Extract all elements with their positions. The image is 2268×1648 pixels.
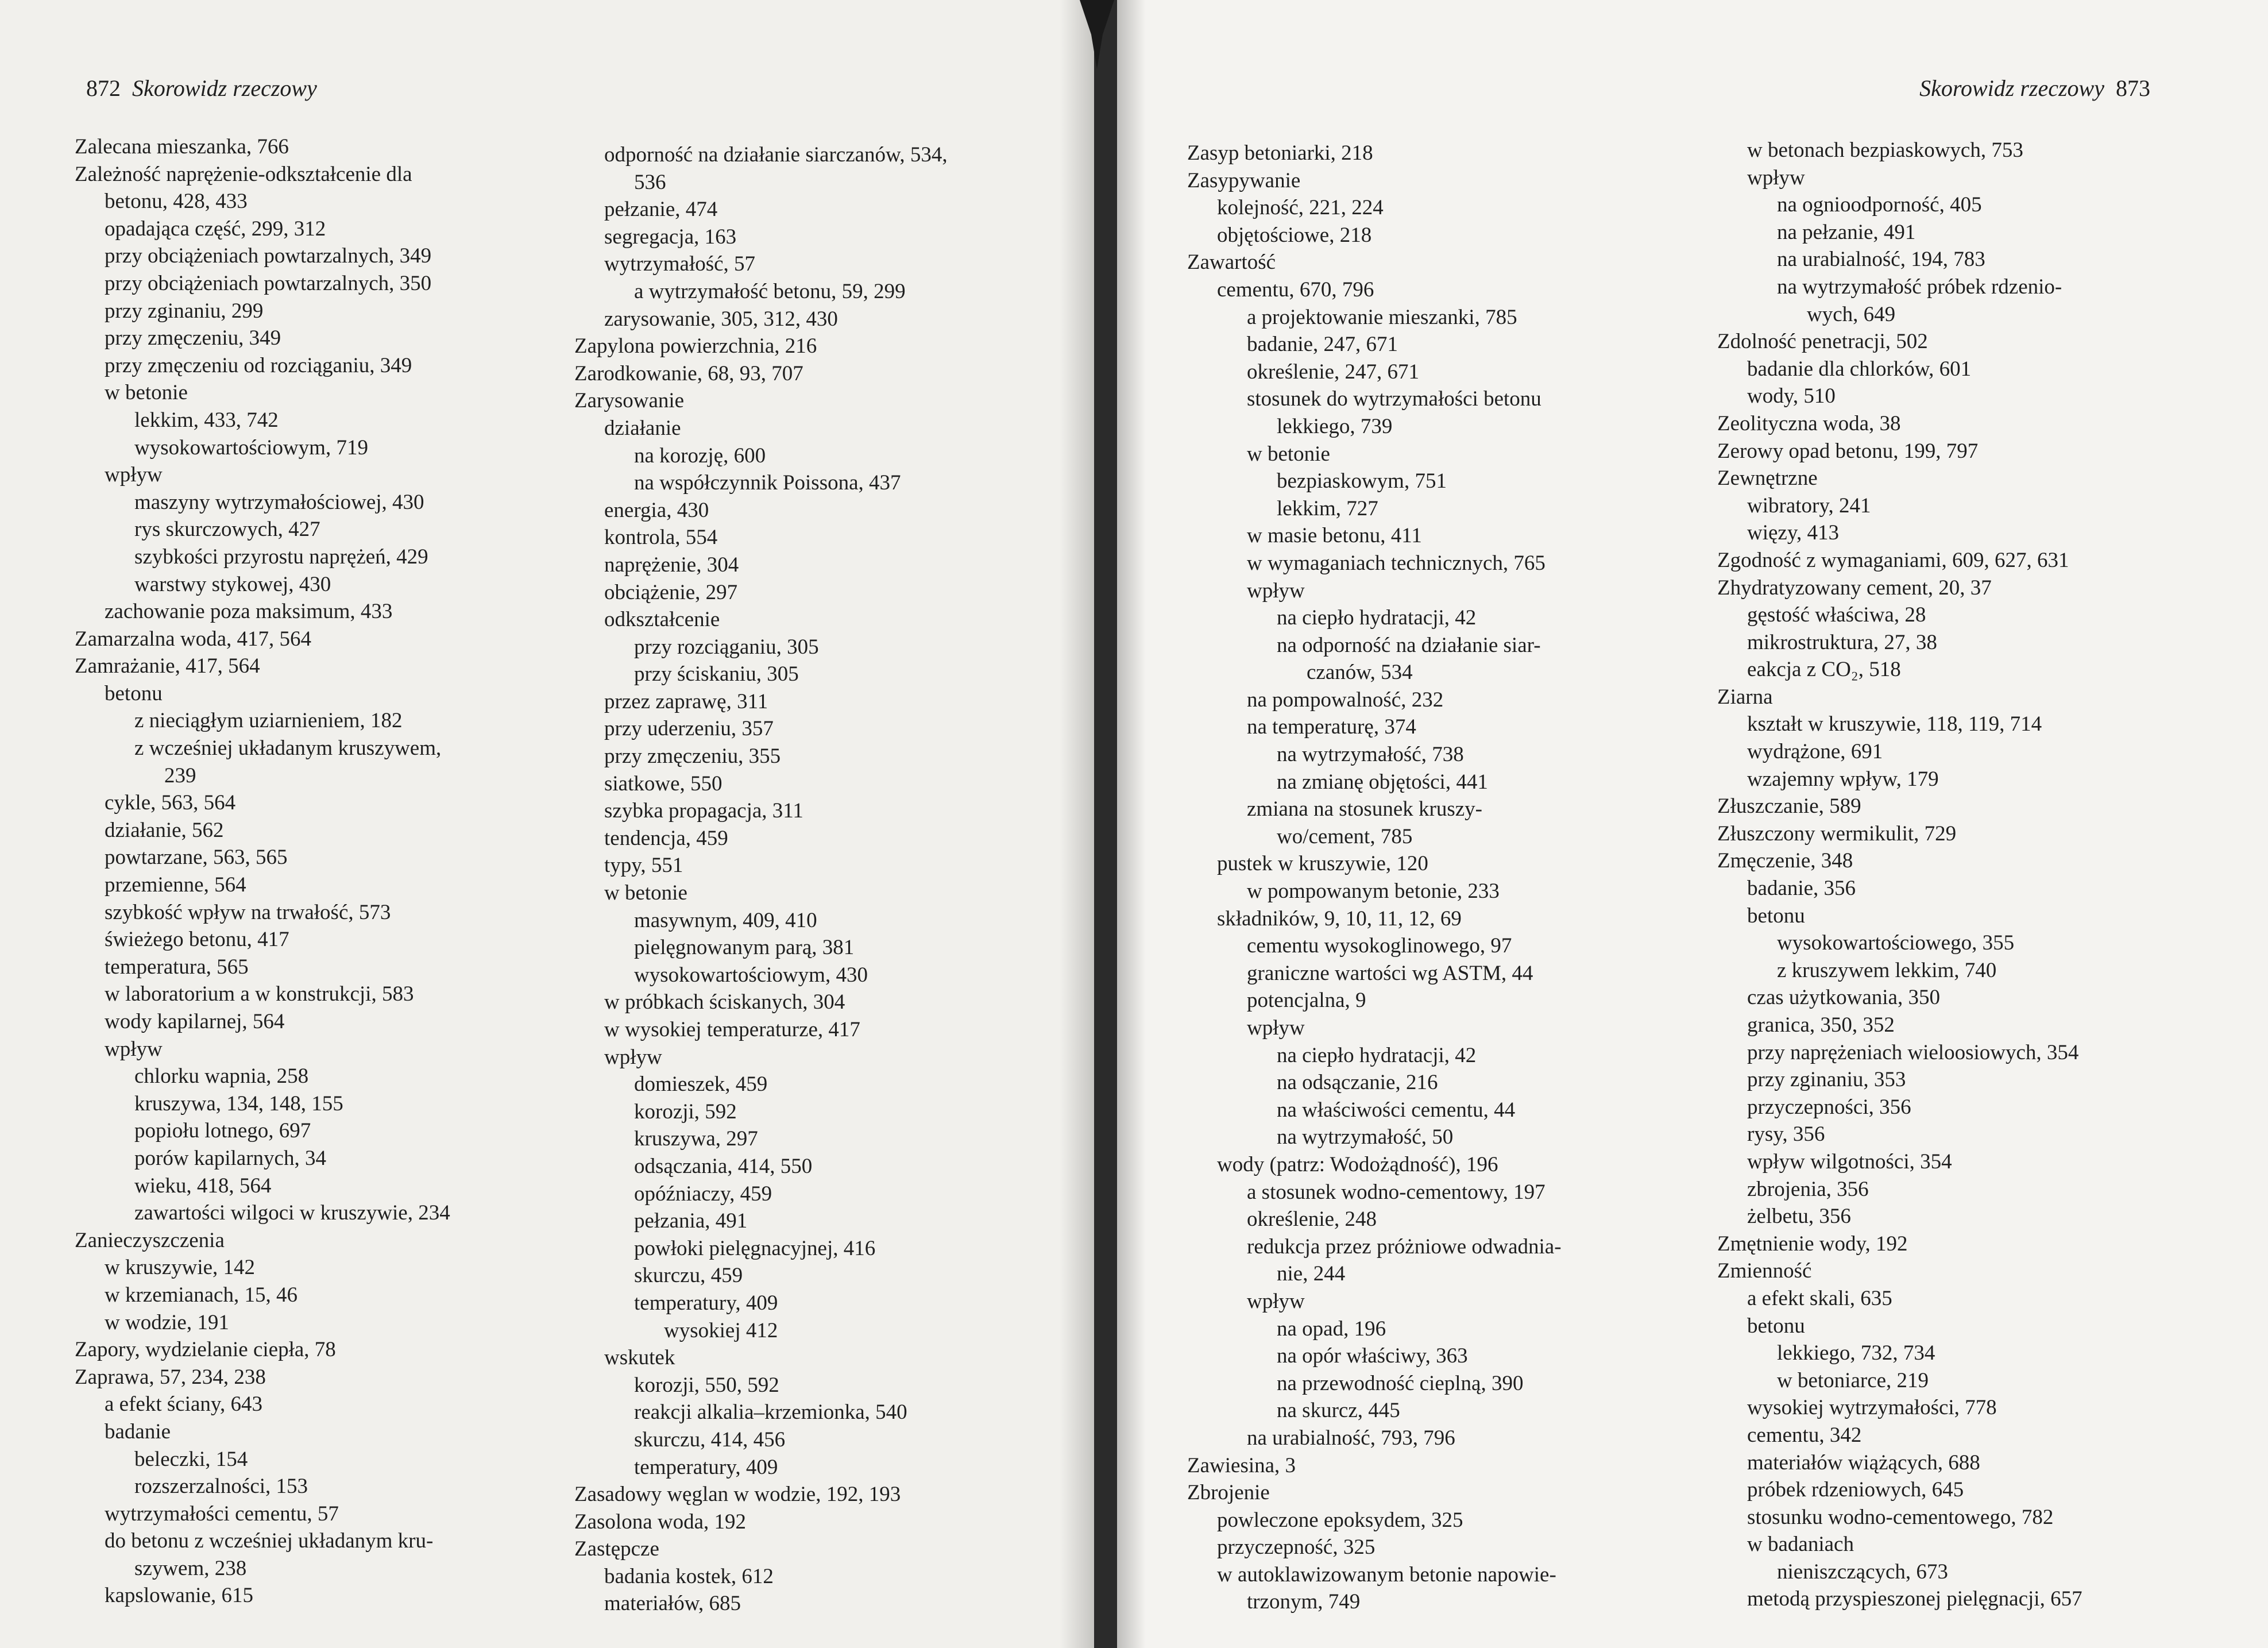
index-entry: wpływ xyxy=(1747,165,1805,190)
index-entry: Złuszczanie, 589 xyxy=(1717,794,1861,819)
index-entry: w pompowanym betonie, 233 xyxy=(1247,879,1500,904)
book-spine-edge xyxy=(1045,0,1149,69)
index-entry: zachowanie poza maksimum, 433 xyxy=(105,600,393,624)
index-entry: mikrostruktura, 27, 38 xyxy=(1747,630,1937,654)
index-column-left-1 xyxy=(75,133,477,1610)
index-entry: pustek w kruszywie, 120 xyxy=(1217,852,1428,876)
index-entry: typy, 551 xyxy=(604,854,683,878)
index-entry: Zastępcze xyxy=(574,1537,659,1561)
index-entry: Zaprawa, 57, 234, 238 xyxy=(75,1365,266,1389)
index-entry: wzajemny wpływ, 179 xyxy=(1747,767,1939,791)
index-entry: Zanieczyszczenia xyxy=(75,1228,225,1252)
index-entry: z nieciągłym uziarnieniem, 182 xyxy=(134,709,403,733)
index-entry: przyczepności, 356 xyxy=(1747,1095,1911,1119)
index-entry: wody (patrz: Wodożądność), 196 xyxy=(1217,1152,1498,1176)
index-entry: przy ściskaniu, 305 xyxy=(634,662,799,686)
index-entry: 536 xyxy=(634,170,666,194)
running-title-right: Skorowidz rzeczowy xyxy=(1919,75,2104,101)
index-entry: wysokiej 412 xyxy=(664,1318,778,1342)
page-number-left: 872 xyxy=(86,75,121,101)
index-entry: przy rozciąganiu, 305 xyxy=(634,635,819,659)
index-entry: eakcja z CO₂, 518 xyxy=(1747,658,1901,682)
index-entry: Zapory, wydzielanie ciepła, 78 xyxy=(75,1338,336,1362)
index-entry: w betonach bezpiaskowych, 753 xyxy=(1747,138,2023,162)
index-entry: energia, 430 xyxy=(604,498,709,522)
index-entry: wysokowartościowym, 719 xyxy=(134,435,368,460)
index-entry: stosunku wodno-cementowego, 782 xyxy=(1747,1505,2054,1529)
index-entry: w krzemianach, 15, 46 xyxy=(105,1283,297,1307)
index-entry: badanie dla chlorków, 601 xyxy=(1747,357,1972,381)
index-entry: na opór właściwy, 363 xyxy=(1277,1344,1468,1368)
index-entry: badanie, 247, 671 xyxy=(1247,333,1398,357)
index-entry: w masie betonu, 411 xyxy=(1247,524,1422,548)
index-column-right-2 xyxy=(1717,137,2171,1613)
index-entry: Zeolityczna woda, 38 xyxy=(1717,411,1901,435)
index-entry: cykle, 563, 564 xyxy=(105,791,236,815)
index-entry: przy obciążeniach powtarzalnych, 349 xyxy=(105,244,432,268)
index-entry: temperatury, 409 xyxy=(634,1455,778,1479)
index-entry: na urabialność, 194, 783 xyxy=(1777,248,1985,272)
index-entry: a wytrzymałość betonu, 59, 299 xyxy=(634,279,906,303)
index-entry: zarysowanie, 305, 312, 430 xyxy=(604,307,838,331)
index-entry: materiałów wiążących, 688 xyxy=(1747,1450,1980,1475)
index-entry: wysokowartościowym, 430 xyxy=(634,963,868,987)
index-entry: na współczynnik Poissona, 437 xyxy=(634,471,901,495)
index-entry: zmiana na stosunek kruszy- xyxy=(1247,797,1482,821)
index-entry: pielęgnowanym parą, 381 xyxy=(634,936,855,960)
index-entry: porów kapilarnych, 34 xyxy=(134,1146,326,1170)
index-entry: w betonie xyxy=(604,881,687,905)
index-entry: powtarzane, 563, 565 xyxy=(105,846,288,870)
index-entry: rozszerzalności, 153 xyxy=(134,1475,308,1499)
index-entry: 239 xyxy=(164,763,196,788)
index-entry: pełzanie, 474 xyxy=(604,198,718,222)
index-entry: na wytrzymałość, 738 xyxy=(1277,743,1464,767)
index-entry: w wysokiej temperaturze, 417 xyxy=(604,1018,860,1041)
index-entry: nieniszczących, 673 xyxy=(1777,1560,1948,1584)
index-entry: wo/cement, 785 xyxy=(1277,824,1413,848)
index-entry: bezpiaskowym, 751 xyxy=(1277,469,1447,493)
index-entry: beleczki, 154 xyxy=(134,1447,248,1471)
index-entry: lekkim, 727 xyxy=(1277,496,1378,520)
index-entry: rys skurczowych, 427 xyxy=(134,518,320,542)
index-entry: na wytrzymałość próbek rdzenio- xyxy=(1777,275,2062,299)
index-entry: Zasadowy węglan w wodzie, 192, 193 xyxy=(574,1483,901,1507)
index-entry: wody kapilarnej, 564 xyxy=(105,1010,285,1033)
index-entry: przy zmęczeniu, 349 xyxy=(105,326,281,350)
index-entry: skurczu, 414, 456 xyxy=(634,1427,786,1452)
index-entry: na odsączanie, 216 xyxy=(1277,1071,1438,1095)
index-entry: badania kostek, 612 xyxy=(604,1564,774,1588)
index-entry: Ziarna xyxy=(1717,685,1773,709)
index-entry: Zbrojenie xyxy=(1187,1481,1270,1505)
index-entry: temperatury, 409 xyxy=(634,1291,778,1315)
index-entry: na ciepło hydratacji, 42 xyxy=(1277,606,1477,630)
index-column-right-1 xyxy=(1187,140,1658,1616)
index-entry: wysokowartościowego, 355 xyxy=(1777,931,2015,955)
index-entry: na opad, 196 xyxy=(1277,1317,1386,1341)
index-entry: Zapylona powierzchnia, 216 xyxy=(574,334,817,358)
index-entry: kruszywa, 297 xyxy=(634,1127,758,1151)
index-entry: betonu xyxy=(105,681,163,705)
index-entry: obciążenie, 297 xyxy=(604,580,738,604)
index-entry: określenie, 248 xyxy=(1247,1207,1377,1232)
index-entry: trzonym, 749 xyxy=(1247,1590,1361,1614)
index-entry: składników, 9, 10, 11, 12, 69 xyxy=(1217,906,1462,931)
index-entry: korozji, 550, 592 xyxy=(634,1373,779,1397)
index-entry: na zmianę objętości, 441 xyxy=(1277,770,1488,794)
index-entry: Zależność naprężenie-odkształcenie dla xyxy=(75,162,412,186)
index-entry: nie, 244 xyxy=(1277,1262,1346,1286)
index-entry: przy naprężeniach wieloosiowych, 354 xyxy=(1747,1040,2079,1064)
index-entry: na pompowalność, 232 xyxy=(1247,688,1444,712)
index-entry: wpływ xyxy=(1247,578,1305,603)
index-entry: działanie, 562 xyxy=(105,818,224,842)
left-page xyxy=(0,0,1094,1648)
index-entry: czanów, 534 xyxy=(1307,661,1413,685)
index-entry: graniczne wartości wg ASTM, 44 xyxy=(1247,961,1533,985)
index-entry: warstwy stykowej, 430 xyxy=(134,572,331,596)
index-entry: szybkości przyrostu naprężeń, 429 xyxy=(134,545,428,569)
index-entry: tendencja, 459 xyxy=(604,826,728,850)
index-entry: wody, 510 xyxy=(1747,384,1836,408)
index-entry: odkształcenie xyxy=(604,608,720,632)
index-entry: lekkim, 433, 742 xyxy=(134,408,279,432)
index-entry: wpływ xyxy=(1247,1016,1305,1040)
index-entry: skurczu, 459 xyxy=(634,1264,743,1288)
index-entry: zbrojenia, 356 xyxy=(1747,1177,1869,1201)
index-entry: kontrola, 554 xyxy=(604,526,718,550)
index-entry: opóźniaczy, 459 xyxy=(634,1182,772,1206)
index-entry: wpływ wilgotności, 354 xyxy=(1747,1149,1952,1174)
index-entry: działanie xyxy=(604,416,681,440)
index-entry: betonu xyxy=(1747,1314,1805,1338)
index-entry: chlorku wapnia, 258 xyxy=(134,1064,309,1089)
index-entry: temperatura, 565 xyxy=(105,955,249,979)
index-entry: przy zginaniu, 353 xyxy=(1747,1068,1906,1092)
index-entry: świeżego betonu, 417 xyxy=(105,928,289,952)
index-entry: wibratory, 241 xyxy=(1747,493,1871,518)
index-entry: powleczone epoksydem, 325 xyxy=(1217,1508,1463,1532)
index-entry: Zasyp betoniarki, 218 xyxy=(1187,141,1373,165)
index-entry: na temperaturę, 374 xyxy=(1247,715,1416,739)
index-entry: Zmęczenie, 348 xyxy=(1717,849,1853,873)
index-entry: rysy, 356 xyxy=(1747,1122,1825,1147)
index-entry: a efekt ściany, 643 xyxy=(105,1392,262,1417)
index-entry: gęstość właściwa, 28 xyxy=(1747,603,1926,627)
index-entry: w wodzie, 191 xyxy=(105,1310,229,1334)
running-head-left xyxy=(86,75,317,102)
index-entry: opadająca część, 299, 312 xyxy=(105,217,326,241)
index-entry: cementu, 670, 796 xyxy=(1217,277,1374,302)
index-entry: Zawartość xyxy=(1187,250,1276,275)
index-entry: zawartości wilgoci w kruszywie, 234 xyxy=(134,1201,450,1225)
index-entry: granica, 350, 352 xyxy=(1747,1013,1895,1037)
index-entry: siatkowe, 550 xyxy=(604,771,722,796)
index-entry: wpływ xyxy=(604,1045,662,1069)
index-entry: a stosunek wodno-cementowy, 197 xyxy=(1247,1180,1546,1204)
index-entry: Zdolność penetracji, 502 xyxy=(1717,330,1928,354)
index-entry: przy obciążeniach powtarzalnych, 350 xyxy=(105,271,432,295)
index-entry: przy zginaniu, 299 xyxy=(105,299,264,323)
index-entry: kruszywa, 134, 148, 155 xyxy=(134,1091,343,1116)
index-entry: w badaniach xyxy=(1747,1533,1854,1557)
index-entry: w autoklawizowanym betonie napowie- xyxy=(1217,1562,1556,1587)
index-entry: na przewodność cieplną, 390 xyxy=(1277,1371,1524,1395)
index-entry: Zamrażanie, 417, 564 xyxy=(75,654,260,678)
index-entry: Zarodkowanie, 68, 93, 707 xyxy=(574,361,803,385)
index-entry: Zhydratyzowany cement, 20, 37 xyxy=(1717,576,1992,600)
index-entry: wpływ xyxy=(1247,1289,1305,1313)
index-entry: popiołu lotnego, 697 xyxy=(134,1119,311,1143)
index-entry: Zamarzalna woda, 417, 564 xyxy=(75,627,311,651)
index-entry: wydrążone, 691 xyxy=(1747,740,1883,764)
index-entry: wysokiej wytrzymałości, 778 xyxy=(1747,1396,1997,1420)
index-entry: w wymaganiach technicznych, 765 xyxy=(1247,551,1546,575)
index-entry: metodą przyspieszonej pielęgnacji, 657 xyxy=(1747,1587,2082,1611)
index-entry: cementu wysokoglinowego, 97 xyxy=(1247,934,1512,958)
index-entry: czas użytkowania, 350 xyxy=(1747,986,1940,1010)
index-entry: przy zmęczeniu, 355 xyxy=(604,744,781,769)
index-entry: lekkiego, 732, 734 xyxy=(1777,1341,1935,1365)
index-entry: w betonie xyxy=(105,381,188,405)
index-entry: reakcji alkalia–krzemionka, 540 xyxy=(634,1400,907,1425)
index-entry: przemienne, 564 xyxy=(105,873,246,897)
index-entry: przy uderzeniu, 357 xyxy=(604,717,774,741)
index-entry: szybkość wpływ na trwałość, 573 xyxy=(105,900,391,924)
index-entry: odporność na działanie siarczanów, 534, xyxy=(604,143,948,167)
index-entry: odsączania, 414, 550 xyxy=(634,1154,813,1178)
index-entry: wieku, 418, 564 xyxy=(134,1174,272,1198)
index-entry: na odporność na działanie siar- xyxy=(1277,633,1541,657)
index-entry: szywem, 238 xyxy=(134,1556,247,1580)
index-entry: domieszek, 459 xyxy=(634,1072,768,1097)
index-entry: Zawiesina, 3 xyxy=(1187,1453,1296,1477)
index-entry: kapslowanie, 615 xyxy=(105,1584,253,1608)
index-entry: z wcześniej układanym kruszywem, xyxy=(134,736,442,761)
index-entry: przez zaprawę, 311 xyxy=(604,689,768,713)
index-entry: wpływ xyxy=(105,1037,163,1061)
index-entry: a efekt skali, 635 xyxy=(1747,1286,1892,1310)
index-entry: Zasolona woda, 192 xyxy=(574,1510,747,1534)
index-entry: wskutek xyxy=(604,1346,675,1370)
index-entry: na skurcz, 445 xyxy=(1277,1399,1400,1423)
index-entry: w próbkach ściskanych, 304 xyxy=(604,990,845,1014)
index-entry: na ognioodporność, 405 xyxy=(1777,193,1982,217)
index-entry: badanie, 356 xyxy=(1747,877,1856,901)
index-entry: wych, 649 xyxy=(1807,302,1896,326)
index-entry: Zmienność xyxy=(1717,1259,1812,1283)
index-entry: Zewnętrzne xyxy=(1717,466,1818,491)
index-entry: stosunek do wytrzymałości betonu xyxy=(1247,387,1541,411)
index-entry: a projektowanie mieszanki, 785 xyxy=(1247,305,1517,329)
index-entry: na pełzanie, 491 xyxy=(1777,220,1916,244)
index-entry: redukcja przez próżniowe odwadnia- xyxy=(1247,1234,1562,1259)
index-entry: Złuszczony wermikulit, 729 xyxy=(1717,821,1957,846)
index-entry: na korozję, 600 xyxy=(634,443,766,468)
index-entry: masywnym, 409, 410 xyxy=(634,908,817,932)
running-head-right xyxy=(1919,75,2150,102)
gutter-shadow xyxy=(1117,0,1146,1648)
index-entry: w betoniarce, 219 xyxy=(1777,1368,1929,1392)
index-column-left-2 xyxy=(574,141,1022,1618)
index-entry: badanie xyxy=(105,1419,171,1444)
index-entry: żelbetu, 356 xyxy=(1747,1205,1851,1229)
index-entry: przyczepność, 325 xyxy=(1217,1535,1376,1560)
index-entry: Zmętnienie wody, 192 xyxy=(1717,1232,1908,1256)
index-entry: maszyny wytrzymałościowej, 430 xyxy=(134,490,424,514)
right-page xyxy=(1117,0,2268,1648)
index-entry: w betonie xyxy=(1247,442,1330,466)
index-entry: na wytrzymałość, 50 xyxy=(1277,1125,1454,1149)
index-entry: betonu, 428, 433 xyxy=(105,190,248,214)
index-entry: w kruszywie, 142 xyxy=(105,1256,256,1280)
gutter-shadow xyxy=(1060,0,1094,1648)
index-entry: na właściwości cementu, 44 xyxy=(1277,1098,1516,1122)
index-entry: materiałów, 685 xyxy=(604,1592,741,1616)
index-entry: Zerowy opad betonu, 199, 797 xyxy=(1717,439,1979,463)
index-entry: wytrzymałość, 57 xyxy=(604,252,756,276)
index-entry: przy zmęczeniu od rozciąganiu, 349 xyxy=(105,353,412,377)
index-entry: potencjalna, 9 xyxy=(1247,989,1366,1013)
index-entry: określenie, 247, 671 xyxy=(1247,360,1420,384)
index-entry: Zarysowanie xyxy=(574,389,685,413)
index-entry: wpływ xyxy=(105,463,163,487)
index-entry: do betonu z wcześniej układanym kru- xyxy=(105,1529,434,1553)
running-title-left: Skorowidz rzeczowy xyxy=(132,75,317,101)
index-entry: powłoki pielęgnacyjnej, 416 xyxy=(634,1236,876,1260)
index-entry: kształt w kruszywie, 118, 119, 714 xyxy=(1747,712,2042,736)
index-entry: Zgodność z wymaganiami, 609, 627, 631 xyxy=(1717,548,2069,572)
index-entry: korozji, 592 xyxy=(634,1099,737,1124)
index-entry: lekkiego, 739 xyxy=(1277,414,1393,438)
index-entry: naprężenie, 304 xyxy=(604,553,739,577)
index-entry: wytrzymałości cementu, 57 xyxy=(105,1502,339,1526)
index-entry: więzy, 413 xyxy=(1747,521,1839,545)
index-entry: próbek rdzeniowych, 645 xyxy=(1747,1478,1964,1502)
index-entry: na urabialność, 793, 796 xyxy=(1247,1426,1455,1450)
index-entry: w laboratorium a w konstrukcji, 583 xyxy=(105,982,414,1006)
index-entry: segregacja, 163 xyxy=(604,225,737,249)
index-entry: betonu xyxy=(1747,904,1805,928)
index-entry: Zalecana mieszanka, 766 xyxy=(75,135,289,159)
index-entry: objętościowe, 218 xyxy=(1217,223,1372,247)
index-entry: Zasypywanie xyxy=(1187,168,1301,192)
index-entry: cementu, 342 xyxy=(1747,1423,1862,1447)
index-entry: pełzania, 491 xyxy=(634,1209,748,1233)
index-entry: kolejność, 221, 224 xyxy=(1217,196,1384,220)
index-entry: szybka propagacja, 311 xyxy=(604,799,803,823)
index-entry: z kruszywem lekkim, 740 xyxy=(1777,958,1997,982)
index-entry: na ciepło hydratacji, 42 xyxy=(1277,1043,1477,1067)
page-number-right: 873 xyxy=(2116,75,2150,101)
